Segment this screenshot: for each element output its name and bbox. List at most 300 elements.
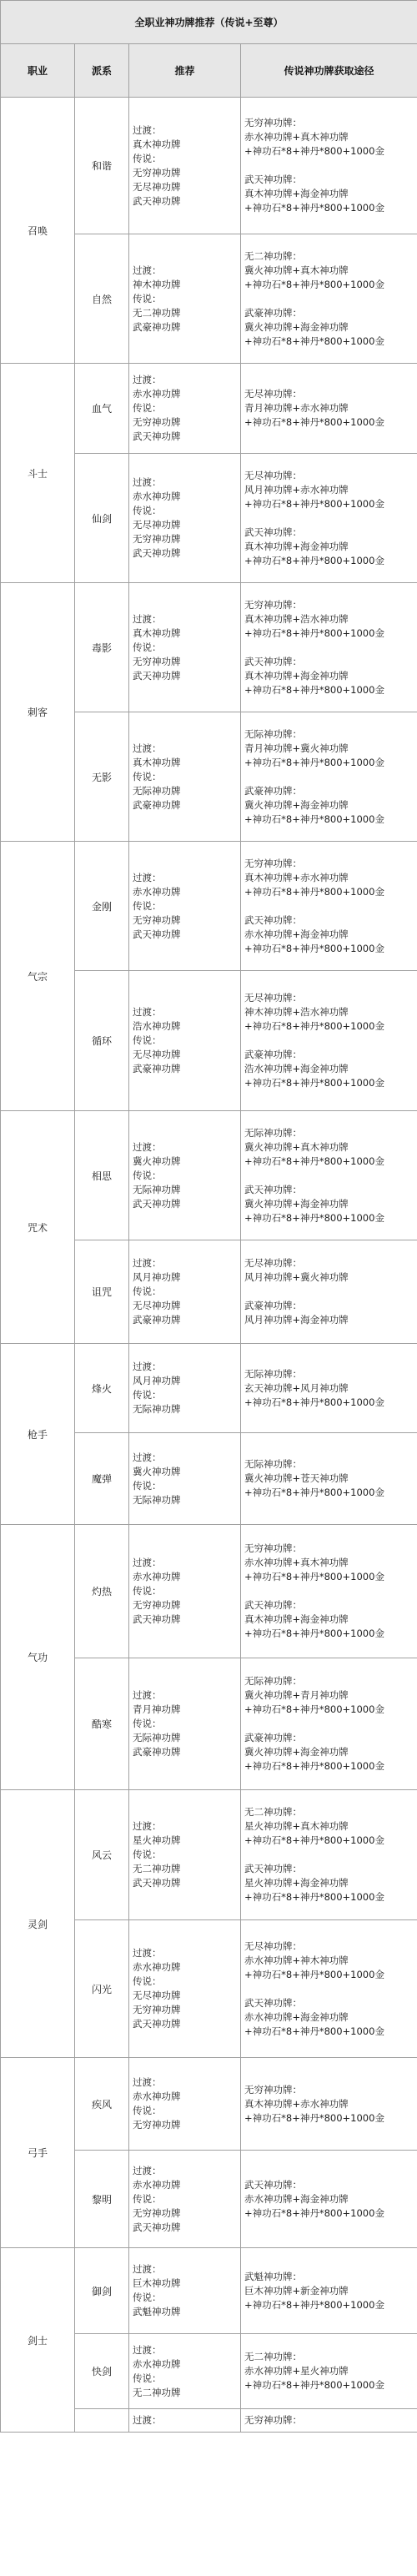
recommend-line: 武天神功牌 [133, 2221, 181, 2233]
table-row [1, 2248, 417, 2334]
source-cell [241, 842, 417, 971]
class-name: 枪手 [1, 1344, 75, 1525]
source-line: 无尽神功牌： [244, 992, 302, 1004]
recommend-line: 传说： [133, 1718, 162, 1729]
recommend-cell [129, 2334, 241, 2409]
recommend-line: 过渡： [133, 2263, 162, 2275]
source-block [244, 469, 414, 511]
source-line: 冀火神功牌+海金神功牌 [244, 320, 349, 333]
recommend-cell [129, 454, 241, 583]
recommend-cell [129, 2409, 241, 2433]
table-row [1, 364, 417, 454]
recommend-cell [129, 234, 241, 364]
recommend-line: 武豪神功牌 [133, 1746, 181, 1758]
source-line: 赤水神功牌+神木神功牌 [244, 1954, 349, 1966]
source-line: 武豪神功牌： [244, 1300, 302, 1311]
source-cell [241, 971, 417, 1111]
source-cell [241, 1920, 417, 2058]
source-line: 玄天神功牌+风月神功牌 [244, 1381, 349, 1394]
source-line: +神功石*8+神丹*800+1000金 [244, 145, 384, 157]
recommend-cell [129, 1111, 241, 1240]
recommend-line: 神木神功牌 [133, 278, 181, 290]
source-line: 无际神功牌： [244, 1458, 302, 1470]
source-block [244, 598, 414, 641]
source-line: 真木神功牌+赤水神功牌 [244, 871, 349, 883]
recommend-line: 武天神功牌 [133, 547, 181, 559]
table-row [1, 2058, 417, 2151]
source-cell [241, 1790, 417, 1920]
source-block [244, 1126, 414, 1169]
recommend-line: 过渡： [133, 2414, 162, 2426]
recommend-line: 无二神功牌 [133, 1863, 181, 1874]
source-block [244, 306, 414, 349]
source-cell [241, 1344, 417, 1433]
source-line: 青月神功牌+冀火神功牌 [244, 742, 349, 754]
source-line: 武豪神功牌： [244, 784, 302, 797]
recommend-cell [129, 364, 241, 454]
header-recommend: 推荐 [129, 44, 241, 98]
recommend-line: 真木神功牌 [133, 626, 181, 639]
source-line: +神功石*8+神丹*800+1000金 [244, 626, 384, 639]
source-line: 赤水神功牌+海金神功牌 [244, 2010, 349, 2023]
source-block [244, 1256, 414, 1285]
class-name: 剑士 [1, 2248, 75, 2433]
school-name: 自然 [75, 234, 129, 364]
source-line: +神功石*8+神丹*800+1000金 [244, 1487, 384, 1498]
recommend-line: 风月神功牌 [133, 1271, 181, 1283]
recommend-line: 过渡： [133, 2076, 162, 2088]
source-line: +神功石*8+神丹*800+1000金 [244, 1760, 384, 1772]
table-body [1, 98, 417, 2433]
recommend-line: 传说： [133, 2372, 162, 2384]
class-name: 气宗 [1, 842, 75, 1111]
source-line: 武天神功牌： [244, 1599, 302, 1611]
source-line: 无尽神功牌： [244, 1940, 302, 1952]
recommend-line: 青月神功牌 [133, 1703, 181, 1715]
recommend-line: 无际神功牌 [133, 784, 181, 797]
recommend-line: 过渡： [133, 742, 162, 754]
table-row [1, 1111, 417, 1240]
table-row [1, 1525, 417, 1658]
header-class: 职业 [1, 44, 75, 98]
source-block [244, 526, 414, 568]
recommend-line: 传说： [133, 770, 162, 782]
recommend-line: 无尽神功牌 [133, 1990, 181, 2001]
source-line: 青月神功牌+赤水神功牌 [244, 402, 349, 414]
recommend-line: 过渡： [133, 2164, 162, 2176]
recommend-line: 无尽神功牌 [133, 180, 181, 193]
source-line: 神木神功牌+浩水神功牌 [244, 1006, 349, 1018]
source-block [244, 1367, 414, 1410]
recommend-line: 传说： [133, 1479, 162, 1492]
recommend-line: 武豪神功牌 [133, 320, 181, 333]
table-row [1, 1344, 417, 1433]
source-block [244, 655, 414, 697]
source-block [244, 249, 414, 292]
source-block [244, 1674, 414, 1717]
source-line: 冀火神功牌+真木神功牌 [244, 264, 349, 276]
recommend-line: 真木神功牌 [133, 138, 181, 150]
source-line: 无际神功牌： [244, 1367, 302, 1380]
source-line: 武天神功牌： [244, 2178, 302, 2191]
recommend-line: 武天神功牌 [133, 669, 181, 682]
source-line: 武天神功牌： [244, 1863, 302, 1874]
recommend-line: 武天神功牌 [133, 194, 181, 207]
school-name: 酷寒 [75, 1658, 129, 1790]
source-line: 赤水神功牌+星火神功牌 [244, 2365, 349, 2377]
recommend-line: 无穷神功牌 [133, 416, 181, 428]
source-line: 冀火神功牌+真木神功牌 [244, 1140, 349, 1153]
source-line: +神功石*8+神丹*800+1000金 [244, 554, 384, 566]
recommend-line: 无尽神功牌 [133, 1049, 181, 1060]
school-name: 疾风 [75, 2058, 129, 2151]
source-line: +神功石*8+神丹*800+1000金 [244, 1155, 384, 1167]
recommend-cell [129, 971, 241, 1111]
recommend-line: 无际神功牌 [133, 1403, 181, 1415]
source-block [244, 913, 414, 956]
recommend-line: 过渡： [133, 1140, 162, 1153]
recommend-line: 巨木神功牌 [133, 2277, 181, 2289]
table-row [1, 98, 417, 234]
source-line: 真木神功牌+浩水神功牌 [244, 612, 349, 625]
source-line: 冀火神功牌+海金神功牌 [244, 1746, 349, 1758]
source-block [244, 2350, 414, 2392]
source-cell [241, 1433, 417, 1525]
source-line: +神功石*8+神丹*800+1000金 [244, 497, 384, 510]
recommend-line: 过渡： [133, 871, 162, 883]
school-name: 毒影 [75, 583, 129, 712]
source-line: 冀火神功牌+青月神功牌 [244, 1689, 349, 1701]
recommend-cell [129, 1658, 241, 1790]
recommend-line: 过渡： [133, 1361, 162, 1372]
recommend-line: 无穷神功牌 [133, 2004, 181, 2015]
recommend-line: 过渡： [133, 1257, 162, 1269]
source-block [244, 2178, 414, 2221]
recommend-line: 赤水神功牌 [133, 1571, 181, 1582]
source-block [244, 1862, 414, 1904]
class-name: 灵剑 [1, 1790, 75, 2058]
source-block [244, 116, 414, 158]
school-name: 血气 [75, 364, 129, 454]
source-cell [241, 364, 417, 454]
recommend-cell [129, 712, 241, 842]
source-line: 巨木神功牌+新金神功牌 [244, 2284, 349, 2297]
recommend-cell [129, 1240, 241, 1344]
school-name: 风云 [75, 1790, 129, 1920]
source-line: 真木神功牌+海金神功牌 [244, 669, 349, 682]
source-block [244, 1940, 414, 1982]
recommend-line: 无穷神功牌 [133, 2206, 181, 2219]
school-name: 诅咒 [75, 1240, 129, 1344]
school-name: 无影 [75, 712, 129, 842]
table-row [1, 583, 417, 712]
recommend-cell [129, 583, 241, 712]
source-line: 星火神功牌+真木神功牌 [244, 1820, 349, 1832]
school-name: 烽火 [75, 1344, 129, 1433]
recommend-line: 过渡： [133, 1006, 162, 1018]
source-line: 武魁神功牌： [244, 2270, 302, 2282]
recommend-line: 武天神功牌 [133, 430, 181, 442]
recommend-line: 武天神功牌 [133, 1197, 181, 1210]
source-cell [241, 98, 417, 234]
source-line: 武天神功牌： [244, 174, 302, 185]
source-line: 无二神功牌： [244, 1806, 302, 1818]
school-name: 闪光 [75, 1920, 129, 2058]
header-source: 传说神功牌获取途径 [241, 44, 417, 98]
school-name [75, 2409, 129, 2433]
recommend-line: 传说： [133, 402, 162, 414]
source-line: +神功石*8+神丹*800+1000金 [244, 756, 384, 768]
source-line: +神功石*8+神丹*800+1000金 [244, 2111, 384, 2124]
source-block [244, 1805, 414, 1848]
source-cell [241, 712, 417, 842]
recommend-cell [129, 2151, 241, 2248]
source-cell [241, 2409, 417, 2433]
recommend-line: 传说： [133, 1849, 162, 1860]
source-cell [241, 2151, 417, 2248]
recommend-line: 赤水神功牌 [133, 388, 181, 400]
recommend-line: 无穷神功牌 [133, 1599, 181, 1611]
recommend-line: 赤水神功牌 [133, 2090, 181, 2102]
source-block [244, 1048, 414, 1090]
source-line: 无尽神功牌： [244, 469, 302, 481]
recommend-line: 赤水神功牌 [133, 2178, 181, 2191]
recommend-line: 过渡： [133, 2343, 162, 2356]
source-cell [241, 1111, 417, 1240]
source-block [244, 387, 414, 430]
recommend-line: 武天神功牌 [133, 1613, 181, 1625]
source-line: 无穷神功牌： [244, 2083, 302, 2096]
source-line: 真木神功牌+海金神功牌 [244, 188, 349, 199]
source-line: 赤水神功牌+真木神功牌 [244, 1557, 349, 1568]
recommend-cell [129, 1525, 241, 1658]
recommend-line: 无尽神功牌 [133, 1300, 181, 1311]
source-line: 武豪神功牌： [244, 1049, 302, 1060]
recommend-line: 无穷神功牌 [133, 655, 181, 667]
source-line: 无尽神功牌： [244, 388, 302, 400]
source-line: 武豪神功牌： [244, 1732, 302, 1743]
recommend-cell [129, 1920, 241, 2058]
source-line: +神功石*8+神丹*800+1000金 [244, 1891, 384, 1903]
source-cell [241, 1240, 417, 1344]
source-line: +神功石*8+神丹*800+1000金 [244, 1703, 384, 1715]
recommend-line: 武天神功牌 [133, 928, 181, 940]
class-name: 召唤 [1, 98, 75, 364]
school-name: 魔弹 [75, 1433, 129, 1525]
school-name: 金刚 [75, 842, 129, 971]
source-line: 赤水神功牌+海金神功牌 [244, 2192, 349, 2205]
source-line: +神功石*8+神丹*800+1000金 [244, 2298, 384, 2311]
source-cell [241, 454, 417, 583]
source-line: 无际神功牌： [244, 1675, 302, 1687]
recommend-line: 传说： [133, 899, 162, 912]
recommend-line: 真木神功牌 [133, 756, 181, 768]
source-block [244, 2270, 414, 2312]
recommend-cell [129, 842, 241, 971]
recommend-line: 赤水神功牌 [133, 1961, 181, 1973]
source-line: +神功石*8+神丹*800+1000金 [244, 885, 384, 898]
recommend-line: 过渡： [133, 476, 162, 488]
source-line: +神功石*8+神丹*800+1000金 [244, 1571, 384, 1582]
source-line: +神功石*8+神丹*800+1000金 [244, 683, 384, 696]
source-cell [241, 2248, 417, 2334]
source-line: 无尽神功牌： [244, 1257, 302, 1269]
source-line: 武豪神功牌： [244, 306, 302, 319]
recommend-line: 星火神功牌 [133, 1834, 181, 1846]
source-line: +神功石*8+神丹*800+1000金 [244, 1077, 384, 1089]
class-name: 斗士 [1, 364, 75, 583]
recommend-cell [129, 2248, 241, 2334]
source-block [244, 1731, 414, 1774]
source-line: +神功石*8+神丹*800+1000金 [244, 2206, 384, 2219]
recommend-line: 传说： [133, 1169, 162, 1181]
source-line: 无际神功牌： [244, 1126, 302, 1139]
source-line: 真木神功牌+海金神功牌 [244, 540, 349, 552]
school-name: 御剑 [75, 2248, 129, 2334]
recommend-line: 赤水神功牌 [133, 885, 181, 898]
source-line: +神功石*8+神丹*800+1000金 [244, 335, 384, 347]
recommend-cell [129, 1344, 241, 1433]
recommend-line: 传说： [133, 2105, 162, 2116]
school-name: 快剑 [75, 2334, 129, 2409]
recommend-cell [129, 98, 241, 234]
recommend-line: 无际神功牌 [133, 1732, 181, 1743]
school-name: 和谐 [75, 98, 129, 234]
source-line: 赤水神功牌+真木神功牌 [244, 131, 349, 143]
source-block [244, 727, 414, 770]
recommend-line: 无际神功牌 [133, 1493, 181, 1506]
source-line: +神功石*8+神丹*800+1000金 [244, 942, 384, 954]
recommend-line: 传说： [133, 2292, 162, 2303]
source-line: +神功石*8+神丹*800+1000金 [244, 2025, 384, 2037]
school-name: 循环 [75, 971, 129, 1111]
source-line: 无穷神功牌： [244, 117, 302, 128]
source-line: +神功石*8+神丹*800+1000金 [244, 278, 384, 290]
recommend-line: 风月神功牌 [133, 1375, 181, 1386]
source-line: +神功石*8+神丹*800+1000金 [244, 1020, 384, 1032]
source-line: 真木神功牌+海金神功牌 [244, 1613, 349, 1625]
source-line: 风月神功牌+赤水神功牌 [244, 483, 349, 496]
source-line: 无二神功牌： [244, 249, 302, 262]
table-row [1, 1790, 417, 1920]
recommend-line: 传说： [133, 1389, 162, 1401]
recommend-line: 传说： [133, 1285, 162, 1297]
class-name: 气功 [1, 1525, 75, 1790]
recommend-line: 过渡： [133, 264, 162, 276]
source-line: 冀火神功牌+海金神功牌 [244, 1197, 349, 1210]
recommend-cell [129, 1433, 241, 1525]
source-line: 风月神功牌+冀火神功牌 [244, 1271, 349, 1283]
source-block [244, 1598, 414, 1641]
school-name: 黎明 [75, 2151, 129, 2248]
source-block [244, 1299, 414, 1327]
source-block [244, 1996, 414, 2039]
source-block [244, 1457, 414, 1500]
recommend-line: 传说： [133, 2192, 162, 2205]
source-block [244, 1183, 414, 1225]
source-line: +神功石*8+神丹*800+1000金 [244, 1628, 384, 1639]
recommend-line: 冀火神功牌 [133, 1465, 181, 1477]
school-name: 相思 [75, 1111, 129, 1240]
recommend-cell [129, 2058, 241, 2151]
recommend-line: 赤水神功牌 [133, 491, 181, 502]
source-line: +神功石*8+神丹*800+1000金 [244, 2379, 384, 2391]
recommend-line: 无尽神功牌 [133, 519, 181, 531]
source-line: 冀火神功牌+海金神功牌 [244, 798, 349, 811]
source-cell [241, 234, 417, 364]
school-name: 灼热 [75, 1525, 129, 1658]
school-name: 仙剑 [75, 454, 129, 583]
source-line: +神功石*8+神丹*800+1000金 [244, 202, 384, 214]
source-line: 武天神功牌： [244, 655, 302, 667]
source-line: 无际神功牌： [244, 727, 302, 740]
source-line: +神功石*8+神丹*800+1000金 [244, 416, 384, 428]
recommend-line: 传说： [133, 641, 162, 653]
recommend-line: 传说： [133, 1034, 162, 1046]
source-block [244, 1542, 414, 1584]
source-block [244, 2083, 414, 2126]
table-row [1, 842, 417, 971]
source-block [244, 857, 414, 899]
recommend-line: 武天神功牌 [133, 2018, 181, 2030]
source-line: 无穷神功牌： [244, 1542, 302, 1554]
source-line: 赤水神功牌+海金神功牌 [244, 928, 349, 940]
recommend-line: 无穷神功牌 [133, 533, 181, 545]
recommend-line: 冀火神功牌 [133, 1155, 181, 1167]
recommend-line: 传说： [133, 505, 162, 516]
recommend-line: 过渡： [133, 1947, 162, 1959]
source-line: 无二神功牌： [244, 2351, 302, 2362]
source-line: +神功石*8+神丹*800+1000金 [244, 813, 384, 825]
source-line: 星火神功牌+海金神功牌 [244, 1877, 349, 1889]
recommend-line: 过渡： [133, 374, 162, 385]
recommend-line: 武天神功牌 [133, 1877, 181, 1889]
source-cell [241, 1658, 417, 1790]
source-line: +神功石*8+神丹*800+1000金 [244, 1834, 384, 1846]
source-cell [241, 1525, 417, 1658]
source-line: +神功石*8+神丹*800+1000金 [244, 1968, 384, 1980]
source-block [244, 991, 414, 1034]
recommend-line: 过渡： [133, 1820, 162, 1832]
source-line: 冀火神功牌+苍天神功牌 [244, 1472, 349, 1484]
source-line: 风月神功牌+海金神功牌 [244, 1314, 349, 1326]
source-line: 无穷神功牌： [244, 2414, 302, 2426]
recommend-line: 无际神功牌 [133, 1183, 181, 1195]
recommend-line: 过渡： [133, 1451, 162, 1463]
source-cell [241, 2058, 417, 2151]
header-school: 派系 [75, 44, 129, 98]
recommend-line: 过渡： [133, 612, 162, 625]
source-cell [241, 2334, 417, 2409]
class-name: 弓手 [1, 2058, 75, 2248]
source-block [244, 173, 414, 215]
source-line: 真木神功牌+赤水神功牌 [244, 2097, 349, 2110]
recommend-line: 浩水神功牌 [133, 1020, 181, 1032]
recommend-line: 赤水神功牌 [133, 2357, 181, 2370]
source-block [244, 784, 414, 827]
recommend-line: 传说： [133, 292, 162, 304]
source-line: +神功石*8+神丹*800+1000金 [244, 1396, 384, 1408]
recommend-line: 传说： [133, 152, 162, 164]
source-block [244, 2413, 414, 2428]
recommend-cell [129, 1790, 241, 1920]
recommend-line: 无穷神功牌 [133, 913, 181, 926]
source-line: 浩水神功牌+海金神功牌 [244, 1063, 349, 1074]
recommend-line: 无二神功牌 [133, 2386, 181, 2398]
recommend-line: 传说： [133, 1975, 162, 1987]
recommend-line: 武豪神功牌 [133, 798, 181, 811]
class-name: 刺客 [1, 583, 75, 842]
